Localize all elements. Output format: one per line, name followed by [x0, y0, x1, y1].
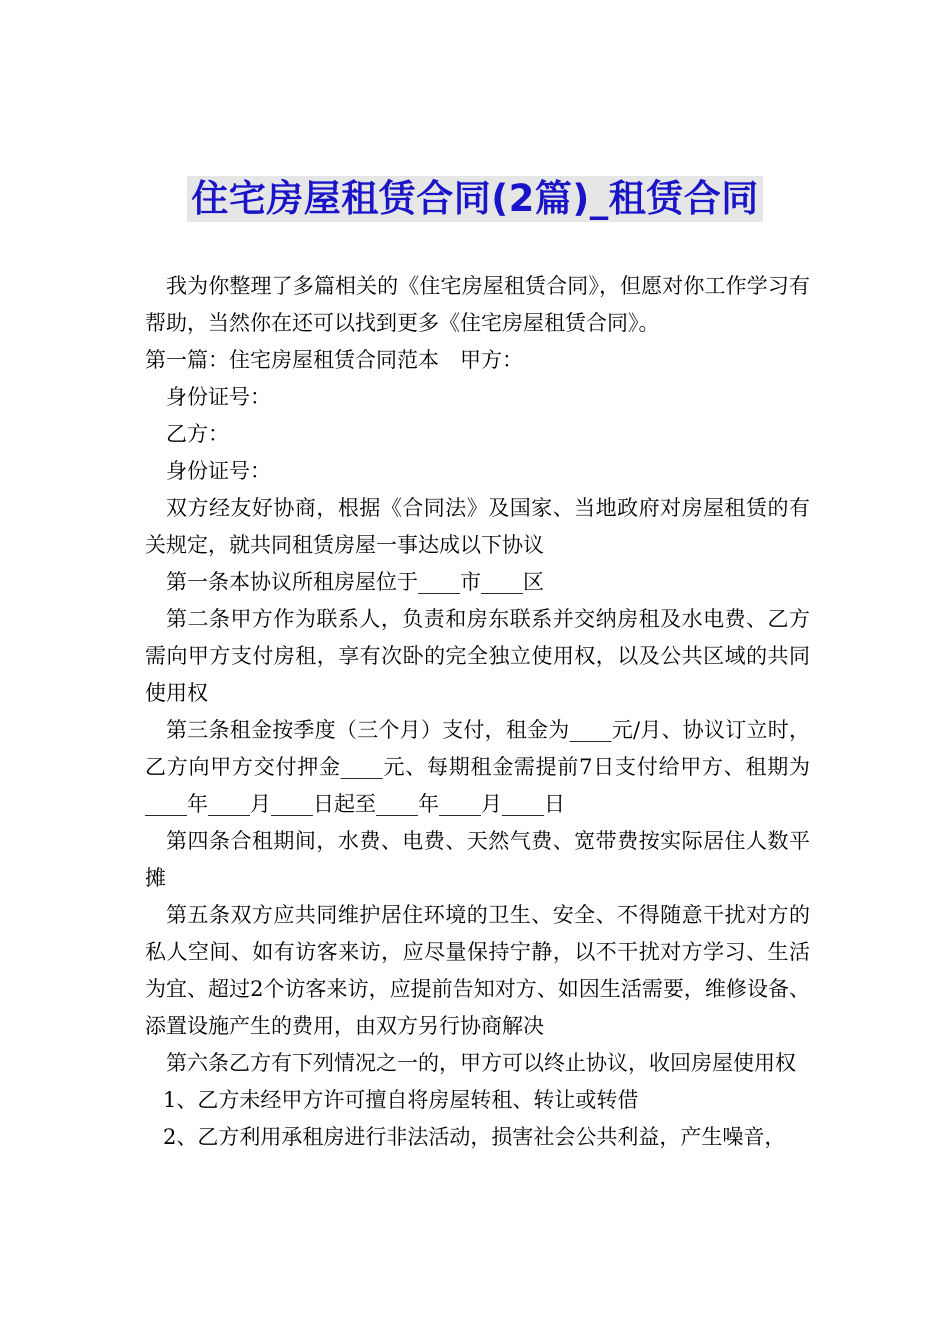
- paragraph-party-a-id: 身份证号：: [166, 385, 271, 409]
- paragraph-article-4: 第四条合租期间，水费、电费、天然气费、宽带费按实际居住人数平摊: [145, 829, 810, 890]
- paragraph-party-b-id: 身份证号：: [166, 459, 271, 483]
- paragraph-article-6: 第六条乙方有下列情况之一的，甲方可以终止协议，收回房屋使用权: [166, 1051, 796, 1075]
- paragraph-intro: 我为你整理了多篇相关的《住宅房屋租赁合同》，但愿对你工作学习有帮助，当然你在还可以找到更多《住宅房屋租赁合同》。: [145, 274, 810, 335]
- list-item-1: 1、乙方未经甲方许可擅自将房屋转租、转让或转借: [163, 1088, 639, 1112]
- paragraph-article-1: 第一条本协议所租房屋位于____市____区: [166, 570, 544, 594]
- paragraph-section-heading: 第一篇：住宅房屋租赁合同范本 甲方：: [145, 348, 523, 372]
- document-title: 住宅房屋租赁合同(2篇)_租赁合同: [187, 176, 763, 222]
- paragraph-article-5: 第五条双方应共同维护居住环境的卫生、安全、不得随意干扰对方的私人空间、如有访客来访，应尽量保持宁静，以不干扰对方学习、生活为宜、超过2个访客来访，应提前告知对方、如因生活需要，维修设备、添置设施产生的费用，由双方另行协商解决: [145, 903, 810, 1038]
- list-item-2: 2、乙方利用承租房进行非法活动，损害社会公共利益，产生噪音，: [163, 1125, 786, 1149]
- paragraph-party-b: 乙方：: [166, 422, 229, 446]
- paragraph-article-3: 第三条租金按季度（三个月）支付，租金为____元/月、协议订立时，乙方向甲方交付押金____元、每期租金需提前7日支付给甲方、租期为____年____月____日起至____年____月____日: [145, 718, 810, 816]
- paragraph-article-2: 第二条甲方作为联系人，负责和房东联系并交纳房租及水电费、乙方需向甲方支付房租，享有次卧的完全独立使用权，以及公共区域的共同使用权: [145, 607, 810, 705]
- document-body: [145, 268, 810, 1156]
- paragraph-preamble: 双方经友好协商，根据《合同法》及国家、当地政府对房屋租赁的有关规定，就共同租赁房屋一事达成以下协议: [145, 496, 810, 557]
- title-container: [0, 176, 950, 222]
